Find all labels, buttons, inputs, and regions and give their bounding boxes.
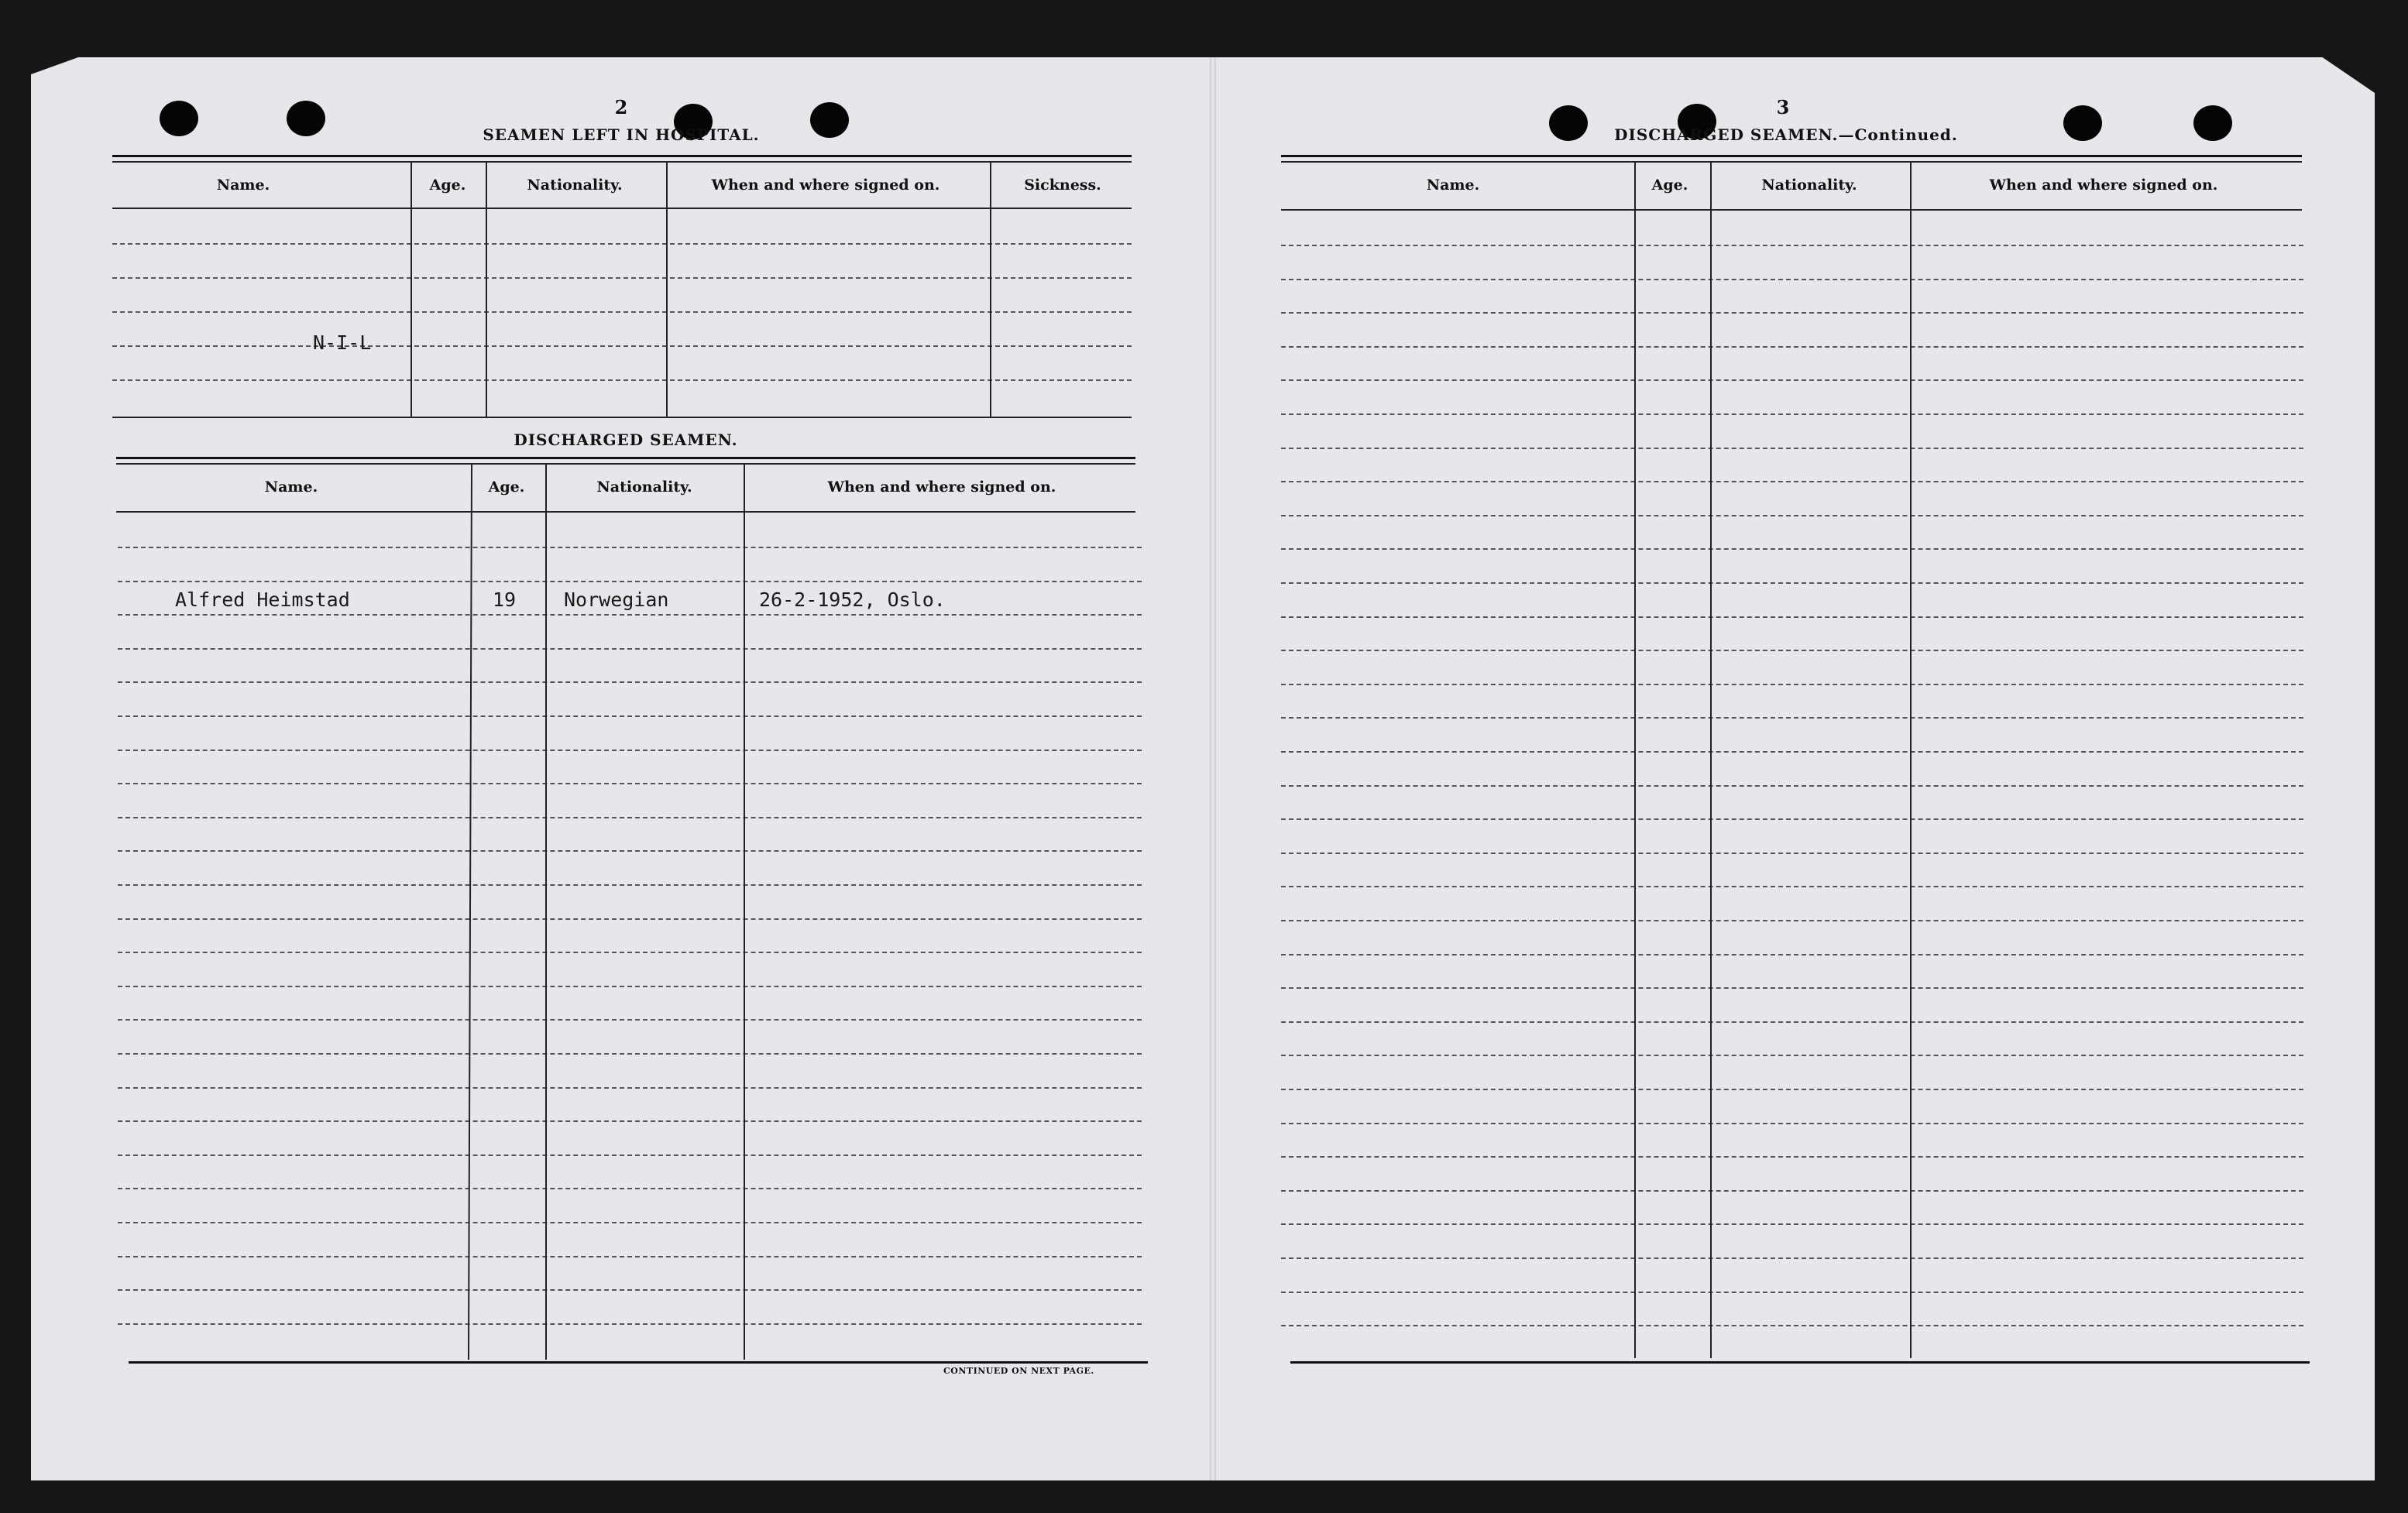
dotted-rule-line: [118, 1222, 1142, 1223]
dotted-rule-line: [1281, 481, 2303, 482]
hospital-col-divider: [486, 163, 487, 417]
dotted-rule-line: [118, 918, 1142, 920]
page-number-left: 2: [614, 96, 628, 118]
right-top-rule: [1281, 155, 2302, 157]
dotted-rule-line: [1281, 1089, 2303, 1090]
punch-hole: [160, 101, 198, 136]
hospital-section-title: SEAMEN LEFT IN HOSPITAL.: [483, 125, 760, 144]
dotted-rule-line: [118, 648, 1142, 650]
dotted-rule-line: [1281, 1223, 2303, 1225]
punch-hole: [287, 101, 325, 136]
dotted-rule-line: [118, 884, 1142, 886]
hospital-col-divider: [990, 163, 991, 417]
hospital-top-rule: [112, 155, 1132, 157]
right-col-divider: [1634, 163, 1636, 1358]
right-header-age: Age.: [1651, 177, 1688, 194]
dotted-rule-line: [1281, 379, 2303, 381]
dotted-rule-line: [118, 952, 1142, 953]
hospital-dotted-line: [112, 311, 1132, 313]
hospital-col-divider: [666, 163, 668, 417]
discharged-col-divider: [545, 465, 547, 1360]
right-top-rule-2: [1281, 161, 2302, 163]
right-header-name: Name.: [1426, 177, 1480, 194]
discharged-header-signed-on: When and where signed on.: [827, 479, 1056, 496]
dotted-rule-line: [1281, 717, 2303, 719]
hospital-nil-entry: N-I-L: [313, 331, 372, 354]
dotted-rule-line: [1281, 413, 2303, 415]
right-col-divider: [1910, 163, 1912, 1358]
discharged-header-nationality: Nationality.: [596, 479, 692, 496]
punch-hole: [1549, 105, 1588, 141]
continued-footer: CONTINUED ON NEXT PAGE.: [943, 1366, 1094, 1376]
dotted-rule-line: [118, 1120, 1142, 1122]
hospital-dotted-line: [112, 379, 1132, 381]
punch-hole: [2193, 105, 2232, 141]
discharged-section-title: DISCHARGED SEAMEN.: [514, 431, 738, 449]
dotted-rule-line: [1281, 1055, 2303, 1056]
right-header-nationality: Nationality.: [1761, 177, 1857, 194]
dotted-rule-line: [1281, 1325, 2303, 1326]
discharged-header-rule: [116, 511, 1135, 513]
punch-hole: [2063, 105, 2102, 141]
dotted-rule-line: [118, 750, 1142, 751]
dotted-rule-line: [1281, 448, 2303, 449]
dotted-rule-line: [118, 547, 1142, 548]
hospital-top-rule-2: [112, 161, 1132, 163]
hospital-col-divider: [410, 163, 412, 417]
dotted-rule-line: [118, 783, 1142, 784]
dotted-rule-line: [118, 1289, 1142, 1291]
dotted-rule-line: [118, 681, 1142, 683]
hospital-dotted-line: [112, 277, 1132, 279]
hospital-header-rule: [112, 208, 1132, 209]
dotted-rule-line: [1281, 920, 2303, 921]
discharged-top-rule: [116, 457, 1135, 459]
punch-hole: [810, 102, 849, 138]
right-bottom-rule: [1290, 1361, 2310, 1364]
dotted-rule-line: [118, 1019, 1142, 1021]
discharged-row-age: 19: [493, 588, 517, 611]
dotted-rule-line: [118, 1188, 1142, 1189]
left-page: [31, 57, 1213, 1480]
dotted-rule-line: [118, 1053, 1142, 1055]
dotted-rule-line: [1281, 582, 2303, 584]
dotted-rule-line: [1281, 616, 2303, 618]
dotted-rule-line: [1281, 751, 2303, 753]
dotted-rule-line: [118, 986, 1142, 987]
dotted-rule-line: [1281, 650, 2303, 651]
dotted-rule-line: [118, 1154, 1142, 1156]
hospital-header-name: Name.: [216, 177, 270, 194]
dotted-rule-line: [118, 1087, 1142, 1089]
dotted-rule-line: [1281, 346, 2303, 348]
dotted-rule-line: [1281, 785, 2303, 787]
hospital-dotted-line: [112, 243, 1132, 245]
dotted-rule-line: [118, 715, 1142, 717]
hospital-header-age: Age.: [429, 177, 466, 194]
dotted-rule-line: [1281, 853, 2303, 854]
discharged-row-nationality: Norwegian: [564, 588, 669, 611]
hospital-bottom-rule: [112, 417, 1132, 418]
dotted-rule-line: [118, 581, 1142, 582]
dotted-rule-line: [1281, 515, 2303, 516]
discharged-header-age: Age.: [488, 479, 525, 496]
dotted-rule-line: [1281, 1156, 2303, 1158]
discharged-col-divider: [744, 465, 745, 1360]
right-header-signed-on: When and where signed on.: [1989, 177, 2218, 194]
dotted-rule-line: [1281, 954, 2303, 955]
dotted-rule-line: [1281, 312, 2303, 314]
dotted-rule-line: [1281, 818, 2303, 820]
dotted-rule-line: [1281, 245, 2303, 246]
discharged-bottom-rule: [129, 1361, 1148, 1364]
dotted-rule-line: [118, 850, 1142, 852]
dotted-rule-line: [1281, 1190, 2303, 1192]
dotted-rule-line: [118, 1256, 1142, 1257]
right-col-divider: [1710, 163, 1712, 1358]
dotted-rule-line: [118, 817, 1142, 818]
dotted-rule-line: [1281, 1021, 2303, 1023]
right-header-rule: [1281, 209, 2302, 211]
page-number-right: 3: [1776, 96, 1790, 118]
discharged-row-name: Alfred Heimstad: [175, 588, 350, 611]
right-page: [1213, 57, 2375, 1480]
right-section-title: DISCHARGED SEAMEN.—Continued.: [1614, 125, 1958, 144]
hospital-header-nationality: Nationality.: [527, 177, 623, 194]
dotted-rule-line: [1281, 1292, 2303, 1293]
page-fold: [1210, 57, 1216, 1480]
dotted-rule-line: [1281, 548, 2303, 550]
hospital-header-sickness: Sickness.: [1024, 177, 1101, 194]
dotted-rule-line: [1281, 1123, 2303, 1124]
dotted-rule-line: [1281, 987, 2303, 989]
hospital-header-signed-on: When and where signed on.: [711, 177, 940, 194]
dotted-rule-line: [1281, 279, 2303, 280]
discharged-top-rule-2: [116, 463, 1135, 465]
hospital-dotted-line: [112, 345, 1132, 347]
discharged-header-name: Name.: [264, 479, 318, 496]
discharged-row-signed-on: 26-2-1952, Oslo.: [759, 588, 946, 611]
dotted-rule-line: [118, 614, 1142, 616]
dotted-rule-line: [1281, 886, 2303, 887]
dotted-rule-line: [118, 1323, 1142, 1325]
dotted-rule-line: [1281, 684, 2303, 685]
dotted-rule-line: [1281, 1257, 2303, 1259]
